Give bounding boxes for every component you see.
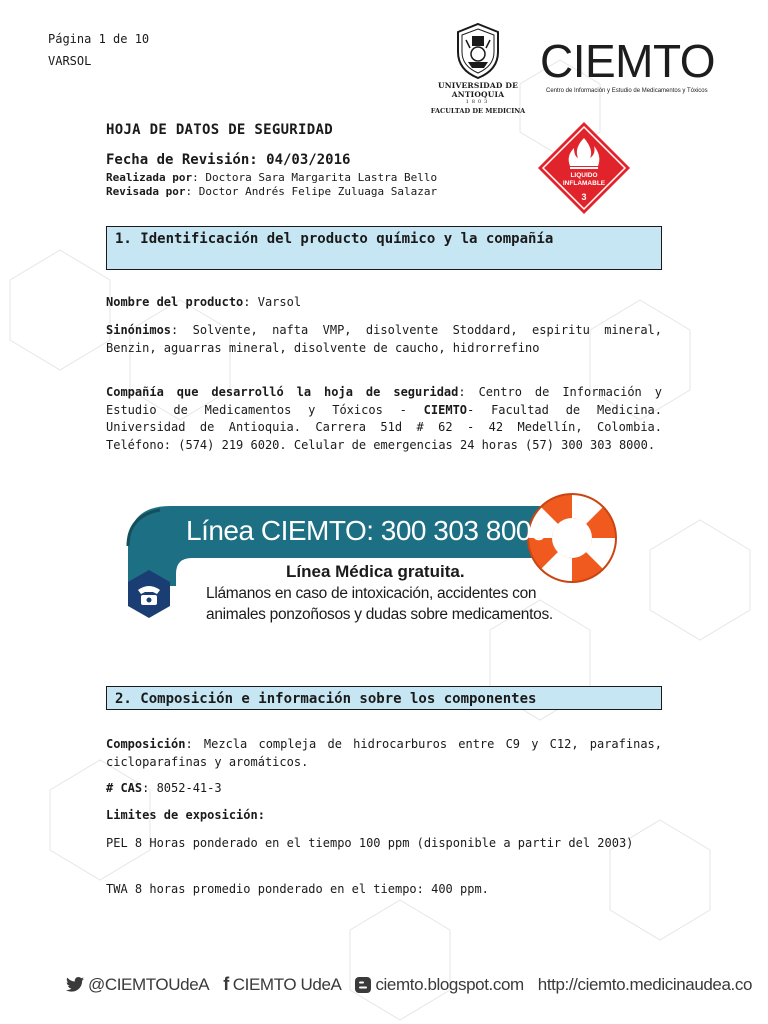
hazard-class: 3: [581, 192, 587, 202]
footer-blog[interactable]: [355, 975, 523, 995]
ciemto-subtitle: Centro de Información y Estudio de Medicamentos y Tóxicos: [546, 88, 708, 94]
reviewed-by-line: [106, 185, 437, 198]
udea-faculty: FACULTAD DE MEDICINA: [430, 107, 526, 115]
reviewed-by-label: Revisada por: [106, 185, 186, 198]
section-1-heading: 1. Identificación del producto químico y la compañía: [106, 226, 662, 270]
page-number: Página 1 de 10: [48, 32, 150, 46]
document-title: HOJA DE DATOS DE SEGURIDAD: [106, 122, 333, 138]
company-text-b: - Facultad de Medicina. Universidad de Antioquia. Carrera 51d # 62 - 42 Medellín, Colombia. Teléfono: (574) 219 6020. Celular de emergencias 24 horas (57) 300 303 8000.: [106, 402, 662, 452]
pel-paragraph: PEL 8 Horas ponderado en el tiempo 100 ppm (disponible a partir del 2003): [106, 836, 634, 850]
composition-paragraph: [106, 736, 662, 771]
composition-value: : Mezcla compleja de hidrocarburos entre C9 y C12, parafinas, cicloparafinas y aromáticos.: [106, 737, 662, 769]
twa-paragraph: TWA 8 horas promedio ponderado en el tiempo: 400 ppm.: [106, 882, 489, 896]
footer-twitter[interactable]: [66, 975, 209, 995]
cas-value: : 8052-41-3: [142, 781, 222, 795]
hazard-label-2: INFLAMABLE: [562, 180, 606, 187]
twitter-handle: @CIEMTOUdeA: [88, 974, 210, 994]
footer-website[interactable]: [538, 975, 752, 995]
ciemto-logo: [540, 35, 716, 94]
company-paragraph: [106, 384, 662, 454]
made-by-value: : Doctora Sara Margarita Lastra Bello: [192, 171, 438, 184]
facebook-name: CIEMTO UdeA: [232, 974, 342, 994]
product-name-value: : Varsol: [243, 295, 302, 309]
cas-label: # CAS: [106, 781, 143, 795]
udea-seal-icon: [454, 22, 502, 80]
flammable-hazard-diamond: [536, 120, 632, 216]
hotline-title: Línea CIEMTO: 300 303 8000: [186, 515, 547, 546]
hotline-subtitle: Línea Médica gratuita.: [286, 562, 465, 581]
made-by-label: Realizada por: [106, 171, 193, 184]
synonyms-label: Sinónimos: [106, 323, 172, 337]
udea-year: 1803: [465, 99, 491, 105]
company-ciemto: CIEMTO: [423, 402, 468, 417]
product-name-label: Nombre del producto: [106, 295, 244, 309]
udea-logo: [418, 22, 538, 115]
reviewed-by-value: : Doctor Andrés Felipe Zuluaga Salazar: [185, 185, 438, 198]
synonyms-value: : Solvente, nafta VMP, disolvente Stoddard, espiritu mineral, Benzin, aguarras mineral, disolvente de caucho, hidrorrefino: [106, 323, 662, 355]
composition-label: Composición: [106, 737, 186, 751]
product-code: VARSOL: [48, 54, 92, 68]
footer-contacts: [66, 974, 766, 995]
product-name-paragraph: [106, 294, 662, 312]
section-2-heading: 2. Composición e información sobre los componentes: [106, 686, 662, 710]
synonyms-paragraph: [106, 322, 662, 357]
udea-name: UNIVERSIDAD DE ANTIOQUIA: [437, 81, 519, 99]
cas-paragraph: [106, 780, 662, 798]
hazard-label-1: LIQUIDO: [570, 172, 598, 179]
revision-date: Fecha de Revisión: 04/03/2016: [106, 152, 351, 168]
company-text-a: : Centro de Información y Estudio de Medicamentos y Tóxicos -: [106, 385, 662, 417]
ciemto-name: CIEMTO: [540, 35, 716, 87]
website-url: http://ciemto.medicinaudea.co: [537, 974, 753, 994]
exposure-limits-label: Limites de exposición:: [106, 808, 265, 822]
blogger-icon: [355, 977, 371, 993]
blog-url: ciemto.blogspot.com: [375, 974, 524, 994]
facebook-f-icon: f: [223, 974, 229, 994]
hotline-line-2: animales ponzoñosos y dudas sobre medicamentos.: [206, 606, 553, 623]
footer-facebook[interactable]: [223, 974, 341, 995]
twitter-bird-icon: [66, 977, 84, 992]
hotline-line-1: Llámanos en caso de intoxicación, accidentes con: [206, 585, 537, 602]
company-label: Compañía que desarrolló la hoja de seguridad: [106, 385, 459, 399]
made-by-line: [106, 171, 437, 184]
page-header: [48, 28, 149, 72]
